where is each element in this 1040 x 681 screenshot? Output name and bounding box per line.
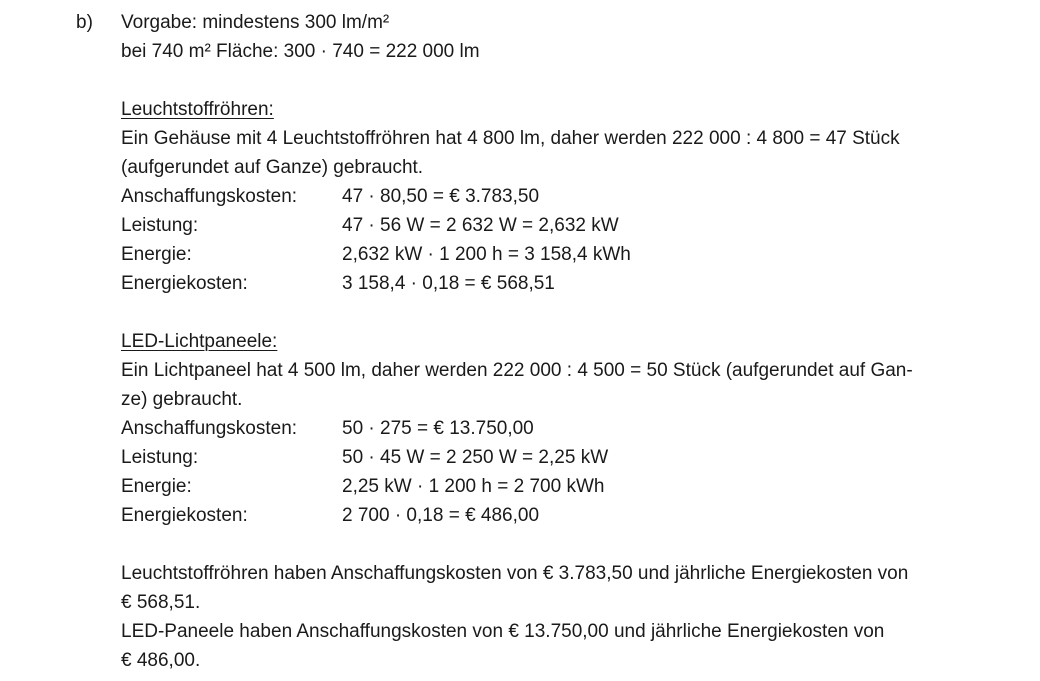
row-label: Anschaffungskosten: [121, 418, 298, 439]
intro-line-1: Vorgabe: mindestens 300 lm/m² [121, 12, 390, 33]
led-text-2: ze) gebraucht. [121, 389, 243, 410]
led-row-energie [121, 472, 981, 501]
leuchtstoff-row-energiekosten [121, 269, 981, 298]
led-row-anschaffung [121, 414, 981, 443]
row-value: 2,632 kW · 1 200 h = 3 158,4 kWh [342, 244, 631, 265]
part-marker: b) [76, 12, 93, 33]
leuchtstoff-heading: Leuchtstoffröhren: [121, 99, 274, 120]
leuchtstoff-row-leistung [121, 211, 981, 240]
row-value: 50 · 45 W = 2 250 W = 2,25 kW [342, 447, 609, 468]
row-value: 47 · 80,50 = € 3.783,50 [342, 186, 540, 207]
row-label: Energie: [121, 476, 192, 497]
summary-line-4: € 486,00. [121, 650, 201, 671]
leuchtstoff-row-anschaffung [121, 182, 981, 211]
leuchtstoff-row-energie [121, 240, 981, 269]
row-value: 47 · 56 W = 2 632 W = 2,632 kW [342, 215, 619, 236]
spacer [121, 66, 981, 95]
spacer [121, 298, 981, 327]
led-row-leistung [121, 443, 981, 472]
row-label: Leistung: [121, 447, 199, 468]
row-value: 50 · 275 = € 13.750,00 [342, 418, 534, 439]
solution-content [121, 8, 981, 675]
intro-line-2: bei 740 m² Fläche: 300 · 740 = 222 000 lm [121, 41, 480, 62]
row-value: 2 700 · 0,18 = € 486,00 [342, 505, 540, 526]
led-row-energiekosten [121, 501, 981, 530]
row-value: 2,25 kW · 1 200 h = 2 700 kWh [342, 476, 605, 497]
summary-line-3: LED-Paneele haben Anschaffungskosten von € 13.750,00 und jährliche Energiekosten von [121, 621, 885, 642]
led-heading: LED-Lichtpaneele: [121, 331, 278, 352]
leuchtstoff-text-1: Ein Gehäuse mit 4 Leuchtstoffröhren hat 4 800 lm, daher werden 222 000 : 4 800 = 47 Stück [121, 128, 900, 149]
row-label: Leistung: [121, 215, 199, 236]
summary-line-2: € 568,51. [121, 592, 201, 613]
row-label: Energie: [121, 244, 192, 265]
row-value: 3 158,4 · 0,18 = € 568,51 [342, 273, 555, 294]
row-label: Anschaffungskosten: [121, 186, 298, 207]
led-text-1: Ein Lichtpaneel hat 4 500 lm, daher werden 222 000 : 4 500 = 50 Stück (aufgerundet auf Gan- [121, 360, 913, 381]
summary-line-1: Leuchtstoffröhren haben Anschaffungskosten von € 3.783,50 und jährliche Energiekosten von [121, 563, 909, 584]
row-label: Energiekosten: [121, 273, 248, 294]
row-label: Energiekosten: [121, 505, 248, 526]
leuchtstoff-text-2: (aufgerundet auf Ganze) gebraucht. [121, 157, 424, 178]
spacer [121, 530, 981, 559]
